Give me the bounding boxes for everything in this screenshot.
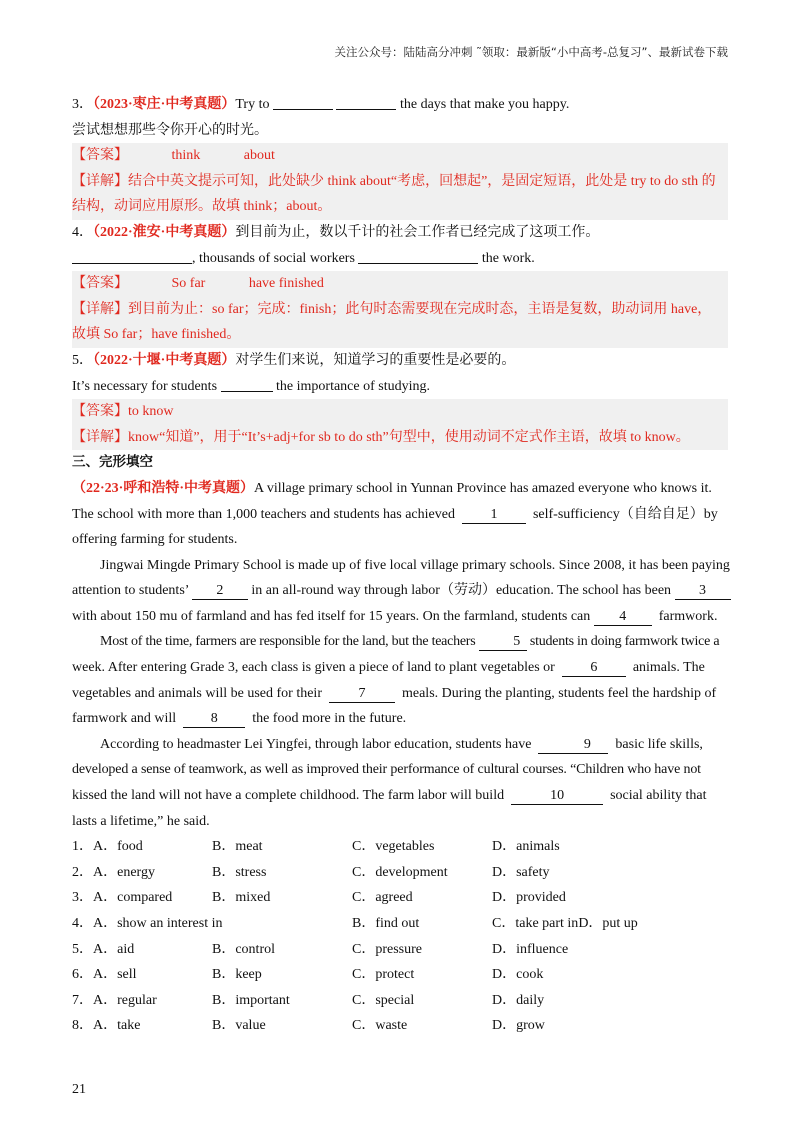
- detail-label: 【详解】: [72, 301, 128, 317]
- answer-row: [72, 399, 728, 425]
- answer-label: 【答案】: [72, 276, 128, 292]
- answer-blank: [273, 94, 333, 110]
- answer-blank: [221, 376, 273, 392]
- question-source: （2022·十堰·中考真题）: [93, 352, 236, 368]
- cloze-blank: 7: [329, 686, 395, 703]
- question-source: （2022·淮安·中考真题）: [93, 224, 236, 240]
- cloze-blank: 3: [675, 583, 731, 600]
- answer-blank: [358, 248, 478, 264]
- option-row: 3．A．compared B．mixed C．agreed D．provided: [72, 890, 566, 906]
- option-row: 7．A．regular B．important C．special D．daily: [72, 992, 545, 1008]
- option-row: 8．A．take B．value C．waste D．grow: [72, 1018, 545, 1034]
- cloze-passage: （22·23·呼和浩特·中考真题）A village primary school in Yunnan Province has amazed everyone who knows it. The school with more than 1,000 teachers and students has achieved 1 self-sufficiency（自给自足）by offering farming for students. Jingwai Mingde Primary School is made up of five local village primary schools. Since 2008, it has been paying attention to students’ 2 in an all-round way through labor（劳动）education. The school has been 3 with about 150 mu of farmland and has fed itself for 15 years. On the farmland, students can 4 farmwork. Most of the time, farmers are responsible for the land, but the teachers 5 students in doing farmwork twice a week. After entering Grade 3, each class is given a piece of land to plant vegetables or 6 animals. The vegetables and animals will be used for their 7 meals. During the planting, students feel the hardship of farmwork and will 8 the food more in the future. According to headmaster Lei Yingfei, through labor education, students have 9 basic life skills, developed a sense of teamwork, as well as improved their performance of cultural courses. “Children who have not kissed the land will not have a complete childhood. The farm labor will build 10 social ability that lasts a lifetime,” he said.: [72, 480, 730, 829]
- option-row: 4．A．show an interest in B．find out C．take part in D．put up: [72, 916, 638, 931]
- option-row: 2．A．energy B．stress C．development D．safety: [72, 864, 550, 880]
- page-number: 21: [72, 1082, 86, 1097]
- cloze-blank: 1: [462, 507, 526, 524]
- detail-label: 【详解】: [72, 173, 128, 189]
- answer-label: 【答案】: [72, 148, 128, 164]
- page-content: [72, 92, 728, 1039]
- page-header: 关注公众号：陆陆高分冲刺 ˜领取：最新版“小中高考-总复习”、最新试卷下载: [334, 45, 728, 59]
- answer-value: to know: [128, 404, 174, 420]
- option-row: 5．A．aid B．control C．pressure D．influence: [72, 941, 569, 957]
- question-number: 4．: [72, 224, 93, 240]
- answer-blank: [336, 94, 396, 110]
- question-source: （2023·枣庄·中考真题）: [93, 97, 236, 112]
- cloze-blank: 5: [479, 634, 527, 651]
- detail-row: 【详解】到目前为止：so far；完成：finish；此句时态需要现在完成时态，主语是复数，助动词用 have，: [72, 297, 728, 323]
- cloze-blank: 6: [562, 660, 626, 677]
- answer-value: have finished: [248, 276, 324, 292]
- cloze-blank: 9: [538, 737, 608, 754]
- answer-row: [72, 143, 728, 169]
- question-source: （22·23·呼和浩特·中考真题）: [72, 480, 255, 496]
- answer-value: about: [243, 148, 275, 164]
- section-heading: 三、完形填空: [72, 454, 153, 471]
- question-5-english: It’s necessary for students the importance of studying.: [72, 374, 728, 400]
- detail-label: 【详解】: [72, 429, 128, 445]
- answer-blank: [72, 248, 192, 264]
- cloze-blank: 8: [183, 711, 245, 728]
- question-5: 5．（2022·十堰·中考真题）对学生们来说，知道学习的重要性是必要的。: [72, 352, 516, 368]
- cloze-blank: 4: [594, 609, 652, 626]
- options-list: [72, 834, 728, 1039]
- option-row: 6．A．sell B．keep C．protect D．cook: [72, 967, 544, 983]
- detail-row: 【详解】know“知道”，用于“It’s+adj+for sb to do sth”句型中，使用动词不定式作主语，故填 to know。: [72, 425, 728, 451]
- question-4-english: , thousands of social workers the work.: [72, 246, 728, 272]
- detail-row: 故填 So far；have finished。: [72, 322, 728, 348]
- question-3: 3．（2023·枣庄·中考真题）Try to the days that make you happy.: [72, 92, 728, 118]
- question-3-chinese: 尝试想想那些令你开心的时光。: [72, 122, 268, 138]
- answer-value: think: [171, 148, 201, 164]
- question-4: 4．（2022·淮安·中考真题）到目前为止，数以千计的社会工作者已经完成了这项工作。: [72, 224, 600, 240]
- question-number: 5．: [72, 352, 93, 368]
- question-number: 3．: [72, 97, 93, 112]
- cloze-blank: 2: [192, 583, 248, 600]
- detail-row: 【详解】结合中英文提示可知，此处缺少 think about“考虑，回想起”，是固定短语，此处是 try to do sth 的: [72, 169, 728, 195]
- answer-row: [72, 271, 728, 297]
- answer-label: 【答案】: [72, 404, 128, 420]
- cloze-blank: 10: [511, 788, 603, 805]
- option-row: 1．A．food B．meat C．vegetables D．animals: [72, 839, 560, 855]
- detail-row: 结构，动词应用原形。故填 think；about。: [72, 194, 728, 220]
- answer-value: So far: [171, 276, 206, 292]
